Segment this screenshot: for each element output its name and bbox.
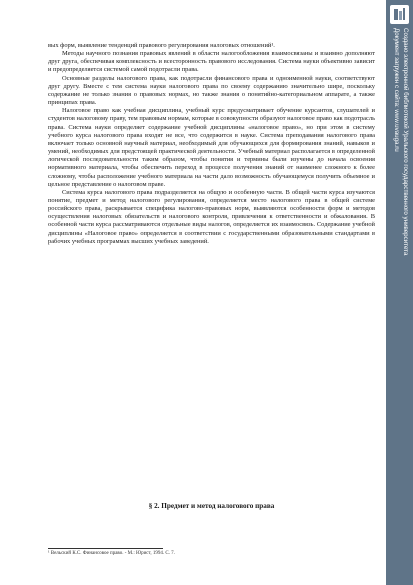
paragraph-2: Методы научного познания правовых явлений в области налогообложения взаимосвязаны и взаимно дополняют друг друга, обеспечивая комплексность и всесторонность правового исследования. Система науки объективно зависит и предопределяется системой самой подотрасли права. [48, 50, 375, 74]
paragraph-1: вых форм, выявление тенденций правового регулирования налоговых отношений¹. [48, 42, 275, 49]
body-text [48, 42, 375, 246]
side-banner-line-2: Документ загружен с сайта: www.uvauga.ru [393, 28, 400, 152]
paragraph-3: Основные разделы налогового права, как подотрасли финансового права и одноименной науки, соответствуют друг другу. Вместе с тем система науки налогового права по своему содержанию значительно шире, поскольку содержание не только знания о правовых нормах, но также знания о понятийно-категориальном аппарате, а также принципах права. [48, 74, 375, 107]
footnote-divider [48, 548, 163, 549]
paragraph-4: Налоговое право как учебная дисциплина, учебный курс предусматривает обучение курсантов, слушателей и студентов налоговому праву, тем правовым нормам, которые в совокупности образуют налоговое право как подотрасль права. Система науки определяет содержание учебной дисциплины «налоговое право», но при этом в систему учебного курса налогового права входят не все, что содержится в науке. Система преподавания налогового права включает только основной научный материал, необходимый для обучающихся для формирования знаний, навыков и умений, необходимых для предстоящей практической деятельности. Учебный материал располагается в определенной логической последовательности таким образом, чтобы понятия и термины были изучены до начала освоения нормативного материала, чтобы обеспечить переход в процессе получения знаний от наименее сложного к более сложному, чтобы расположение учебного материала на части дало возможность обучающемуся получить объемное и цельное представление о налоговом праве. [48, 107, 375, 188]
side-banner-line-1: Создано электронной библиотекой Уральского государственного университета [402, 28, 409, 256]
library-logo-icon[interactable] [390, 5, 409, 24]
side-banner [386, 0, 413, 585]
paragraph-5: Система курса налогового права подразделяется на общую и особенную части. В общей части курса изучаются понятие, предмет и метод налогового регулирования, определяется место налогового права в общей системе российского права, раскрывается специфика налогово-правовых норм, выявляются особенности форм и методов осуществления налоговых обязательств и налогового контроля, привлечения к ответственности и обжалования. В особенной части курса рассматриваются отдельные виды налогов, определяется их взаимосвязь. Содержание учебной дисциплины «Налоговое право» определяется в соответствии с государственными образовательными стандартами в рабочих учебных программах высших учебных заведений. [48, 188, 375, 245]
side-banner-text[interactable] [389, 28, 410, 358]
section-heading: § 2. Предмет и метод налогового права [148, 502, 275, 510]
footnote: ¹ Вельский К.С. Финансовое право. - М.: Юрист, 1994. С. 7. [48, 551, 175, 556]
